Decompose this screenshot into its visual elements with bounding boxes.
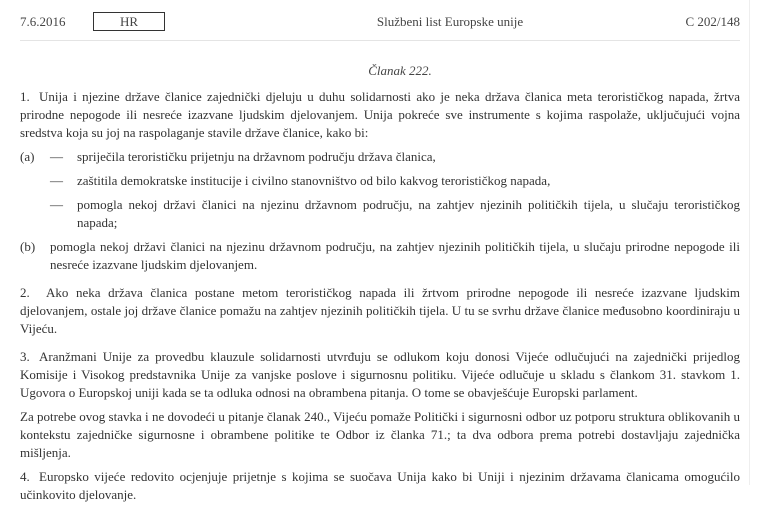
paragraph-text: Aranžmani Unije za provedbu klauzule solidarnosti utvrđuju se odlukom koju donosi Vijeće odlučujući na zajednički prijedlog Komisije i Visokog predstavnika Unije za vanjske poslove i sigurnosnu politiku. Vijeće odlučuje u skladu s člankom 31. stavkom 1. Ugovora o Europskoj uniji kada se ta odluka odnosi na obrambena pitanja. O tome se obavješćuje Europski parlament. [20, 349, 740, 400]
list-item-b [20, 238, 740, 274]
paragraph-text: Za potrebe ovog stavka i ne dovodeći u pitanje članak 240., Vijeću pomaže Politički i sigurnosni odbor uz potporu struktura oblikovanih u kontekstu zajedničke sigurnosne i obrambene politike te Odbor iz članka 71.; ta dva odbora prema potrebi dostavljaju zajednička mišljenja. [20, 409, 740, 460]
list-item-text: pomogla nekoj državi članici na njezinu državnom području, na zahtjev njezinih političkih tijela, u slučaju prirodne nepogode ili nesreće izazvane ljudskim djelovanjem. [50, 239, 740, 272]
paragraph-1 [20, 88, 740, 142]
paragraph-number: 2. [20, 285, 30, 300]
paragraph-number: 3. [20, 349, 30, 364]
list-item-a-1 [20, 148, 740, 166]
em-dash-bullet: — [50, 173, 63, 188]
list-label-a: (a) [20, 149, 35, 164]
paragraph-number: 4. [20, 469, 30, 484]
paragraph-3-subparagraph [20, 408, 740, 462]
paragraph-text: Unija i njezine države članice zajednički djeluju u duhu solidarnosti ako je neka država članica meta terorističkog napada, žrtva prirodne nepogode ili nesreće izazvane ljudskim djelovanjem. Unija pokreće sve instrumente s kojima raspolaže, uključujući vojna sredstva koja su joj na raspolaganje stavile države članice, kako bi: [20, 89, 740, 140]
list-item-a-2 [20, 172, 740, 190]
paragraph-text: Europsko vijeće redovito ocjenjuje prijetnje s kojima se suočava Unija kako bi Uniji i njezinim državama članicama omogućilo učinkovito djelovanje. [20, 469, 740, 502]
list-label-b: (b) [20, 239, 36, 254]
paragraph-number: 1. [20, 89, 30, 104]
header-divider [20, 40, 740, 41]
article-content [20, 62, 740, 510]
journal-header [20, 11, 740, 33]
article-title: Članak 222. [368, 63, 432, 78]
page-reference: C 202/148 [685, 14, 740, 29]
paragraph-2 [20, 284, 740, 338]
publication-date: 7.6.2016 [20, 14, 66, 29]
em-dash-bullet: — [50, 149, 63, 164]
list-item-text: spriječila terorističku prijetnju na državnom području država članica, [77, 149, 436, 164]
paragraph-text: Ako neka država članica postane metom terorističkog napada ili žrtvom prirodne nepogode ili nesreće izazvane ljudskim djelovanjem, ostale joj države članice pomažu na zahtjev njezinih političkih tijela. U tu se svrhu države članice međusobno koordiniraju u Vijeću. [20, 285, 740, 336]
list-item-text: zaštitila demokratske institucije i civilno stanovništvo od bilo kakvog terorističkog napada, [77, 173, 551, 188]
journal-title: Službeni list Europske unije [376, 14, 524, 29]
paragraph-3 [20, 348, 740, 402]
list-item-text: pomogla nekoj državi članici na njezinu državnom području, na zahtjev njezinih političkih tijela, u slučaju terorističkog napada; [77, 197, 740, 230]
list-item-a-3 [20, 196, 740, 232]
paragraph-4 [20, 468, 740, 504]
em-dash-bullet: — [50, 197, 63, 212]
language-badge: HR [93, 12, 165, 31]
